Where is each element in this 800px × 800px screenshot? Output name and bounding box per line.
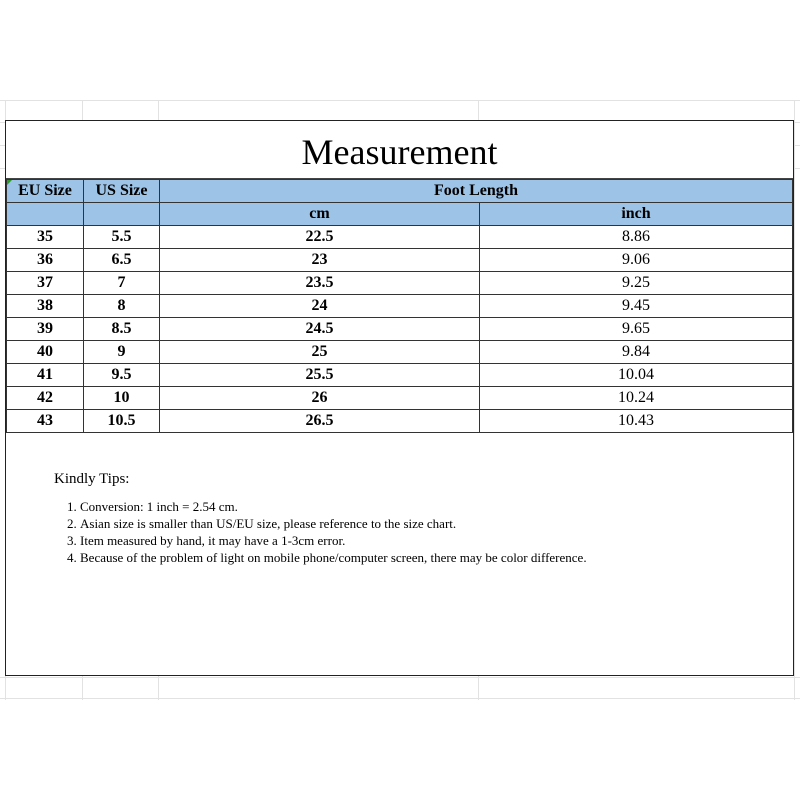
us-size-cell: 10.5 xyxy=(84,410,160,433)
inch-cell: 10.43 xyxy=(480,410,793,433)
page-title: Measurement xyxy=(6,121,793,179)
inch-cell: 8.86 xyxy=(480,226,793,249)
table-row xyxy=(7,295,793,318)
tip-item: 2. Asian size is smaller than US/EU size, please reference to the size chart. xyxy=(80,515,654,532)
eu-size-cell: 35 xyxy=(7,226,84,249)
cm-cell: 23 xyxy=(160,249,480,272)
header-cm: cm xyxy=(160,203,480,226)
header-eu-size: EU Size xyxy=(7,180,84,203)
inch-cell: 10.24 xyxy=(480,387,793,410)
eu-size-cell: 43 xyxy=(7,410,84,433)
us-size-cell: 6.5 xyxy=(84,249,160,272)
us-size-cell: 8.5 xyxy=(84,318,160,341)
eu-size-cell: 39 xyxy=(7,318,84,341)
tip-item: 3. Item measured by hand, it may have a 1-3cm error. xyxy=(80,532,654,549)
eu-size-cell: 38 xyxy=(7,295,84,318)
inch-cell: 9.25 xyxy=(480,272,793,295)
cm-cell: 26.5 xyxy=(160,410,480,433)
eu-size-cell: 42 xyxy=(7,387,84,410)
inch-cell: 9.45 xyxy=(480,295,793,318)
cm-cell: 24.5 xyxy=(160,318,480,341)
table-row xyxy=(7,226,793,249)
us-size-cell: 5.5 xyxy=(84,226,160,249)
inch-cell: 9.65 xyxy=(480,318,793,341)
table-row xyxy=(7,341,793,364)
tip-item: 4. Because of the problem of light on mobile phone/computer screen, there may be color difference. xyxy=(80,549,654,566)
us-size-cell: 10 xyxy=(84,387,160,410)
kindly-tips xyxy=(54,471,654,566)
size-chart-table xyxy=(6,179,793,433)
eu-size-cell: 40 xyxy=(7,341,84,364)
cm-cell: 25 xyxy=(160,341,480,364)
measurement-sheet xyxy=(5,120,794,676)
header-foot-length: Foot Length xyxy=(160,180,793,203)
table-row xyxy=(7,387,793,410)
us-size-cell: 7 xyxy=(84,272,160,295)
tip-item: 1. Conversion: 1 inch = 2.54 cm. xyxy=(80,498,654,515)
inch-cell: 9.84 xyxy=(480,341,793,364)
table-row xyxy=(7,272,793,295)
subheader-row xyxy=(7,203,793,226)
subheader-blank xyxy=(84,203,160,226)
tips-title: Kindly Tips: xyxy=(54,471,130,487)
eu-size-cell: 41 xyxy=(7,364,84,387)
header-row xyxy=(7,180,793,203)
eu-size-cell: 36 xyxy=(7,249,84,272)
inch-cell: 9.06 xyxy=(480,249,793,272)
cell-corner-mark xyxy=(7,180,12,185)
table-row xyxy=(7,410,793,433)
table-row xyxy=(7,318,793,341)
cm-cell: 25.5 xyxy=(160,364,480,387)
cm-cell: 26 xyxy=(160,387,480,410)
header-us-size: US Size xyxy=(84,180,160,203)
subheader-blank xyxy=(7,203,84,226)
tips-list xyxy=(54,498,654,566)
us-size-cell: 9.5 xyxy=(84,364,160,387)
inch-cell: 10.04 xyxy=(480,364,793,387)
cm-cell: 23.5 xyxy=(160,272,480,295)
cm-cell: 22.5 xyxy=(160,226,480,249)
us-size-cell: 8 xyxy=(84,295,160,318)
us-size-cell: 9 xyxy=(84,341,160,364)
eu-size-cell: 37 xyxy=(7,272,84,295)
table-row xyxy=(7,364,793,387)
cm-cell: 24 xyxy=(160,295,480,318)
table-row xyxy=(7,249,793,272)
header-inch: inch xyxy=(480,203,793,226)
